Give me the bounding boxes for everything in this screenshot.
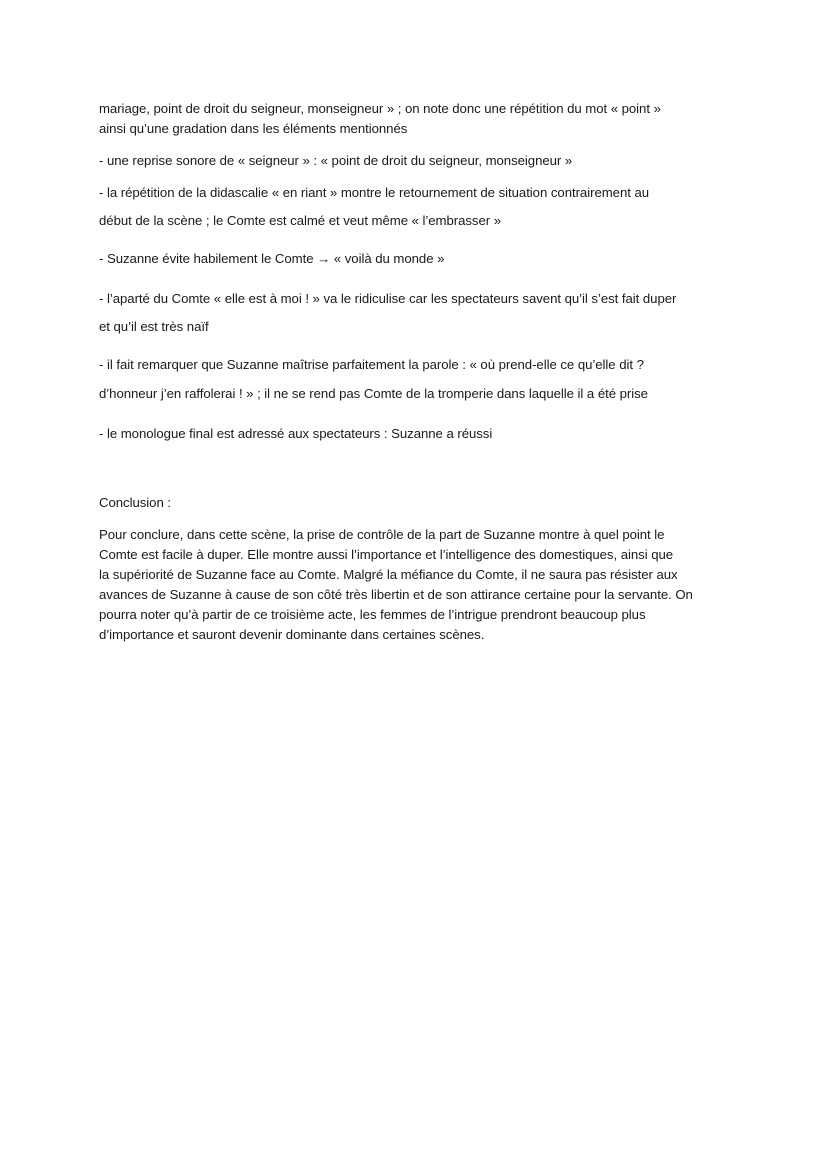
- conclusion-line: d’importance et sauront devenir dominante dans certaines scènes.: [99, 627, 485, 642]
- body-line: début de la scène ; le Comte est calmé et veut même « l’embrasser »: [99, 213, 501, 228]
- body-line: et qu’il est très naïf: [99, 319, 209, 334]
- bullet-line: - une reprise sonore de « seigneur » : « point de droit du seigneur, monseigneur »: [99, 153, 573, 168]
- conclusion-heading: Conclusion :: [99, 495, 171, 510]
- conclusion-paragraph: [99, 525, 739, 645]
- conclusion-line: avances de Suzanne à cause de son côté très libertin et de son attirance certaine pour la servante. On: [99, 587, 693, 602]
- conclusion-line: pourra noter qu’à partir de ce troisième acte, les femmes de l’intrigue prendront beaucoup plus: [99, 607, 646, 622]
- conclusion-line: Pour conclure, dans cette scène, la prise de contrôle de la part de Suzanne montre à quel point le: [99, 527, 665, 542]
- bullet-line: - l’aparté du Comte « elle est à moi ! » va le ridiculise car les spectateurs savent qu’il s’est fait duper: [99, 291, 677, 306]
- body-line: d’honneur j’en raffolerai ! » ; il ne se rend pas Comte de la tromperie dans laquelle il a été prise: [99, 386, 648, 401]
- bullet-line: - Suzanne évite habilement le Comte → « voilà du monde »: [99, 251, 445, 266]
- body-line: ainsi qu’une gradation dans les éléments mentionnés: [99, 121, 408, 136]
- bullet-line: - la répétition de la didascalie « en riant » montre le retournement de situation contrairement au: [99, 185, 650, 200]
- conclusion-line: la supériorité de Suzanne face au Comte. Malgré la méfiance du Comte, il ne saura pas résister aux: [99, 567, 678, 582]
- bullet-line: - le monologue final est adressé aux spectateurs : Suzanne a réussi: [99, 426, 493, 441]
- body-line: mariage, point de droit du seigneur, monseigneur » ; on note donc une répétition du mot « point »: [99, 101, 661, 116]
- bullet-line: - il fait remarquer que Suzanne maîtrise parfaitement la parole : « où prend-elle ce qu’elle dit ?: [99, 357, 644, 372]
- conclusion-line: Comte est facile à duper. Elle montre aussi l’importance et l’intelligence des domestiques, ainsi que: [99, 547, 674, 562]
